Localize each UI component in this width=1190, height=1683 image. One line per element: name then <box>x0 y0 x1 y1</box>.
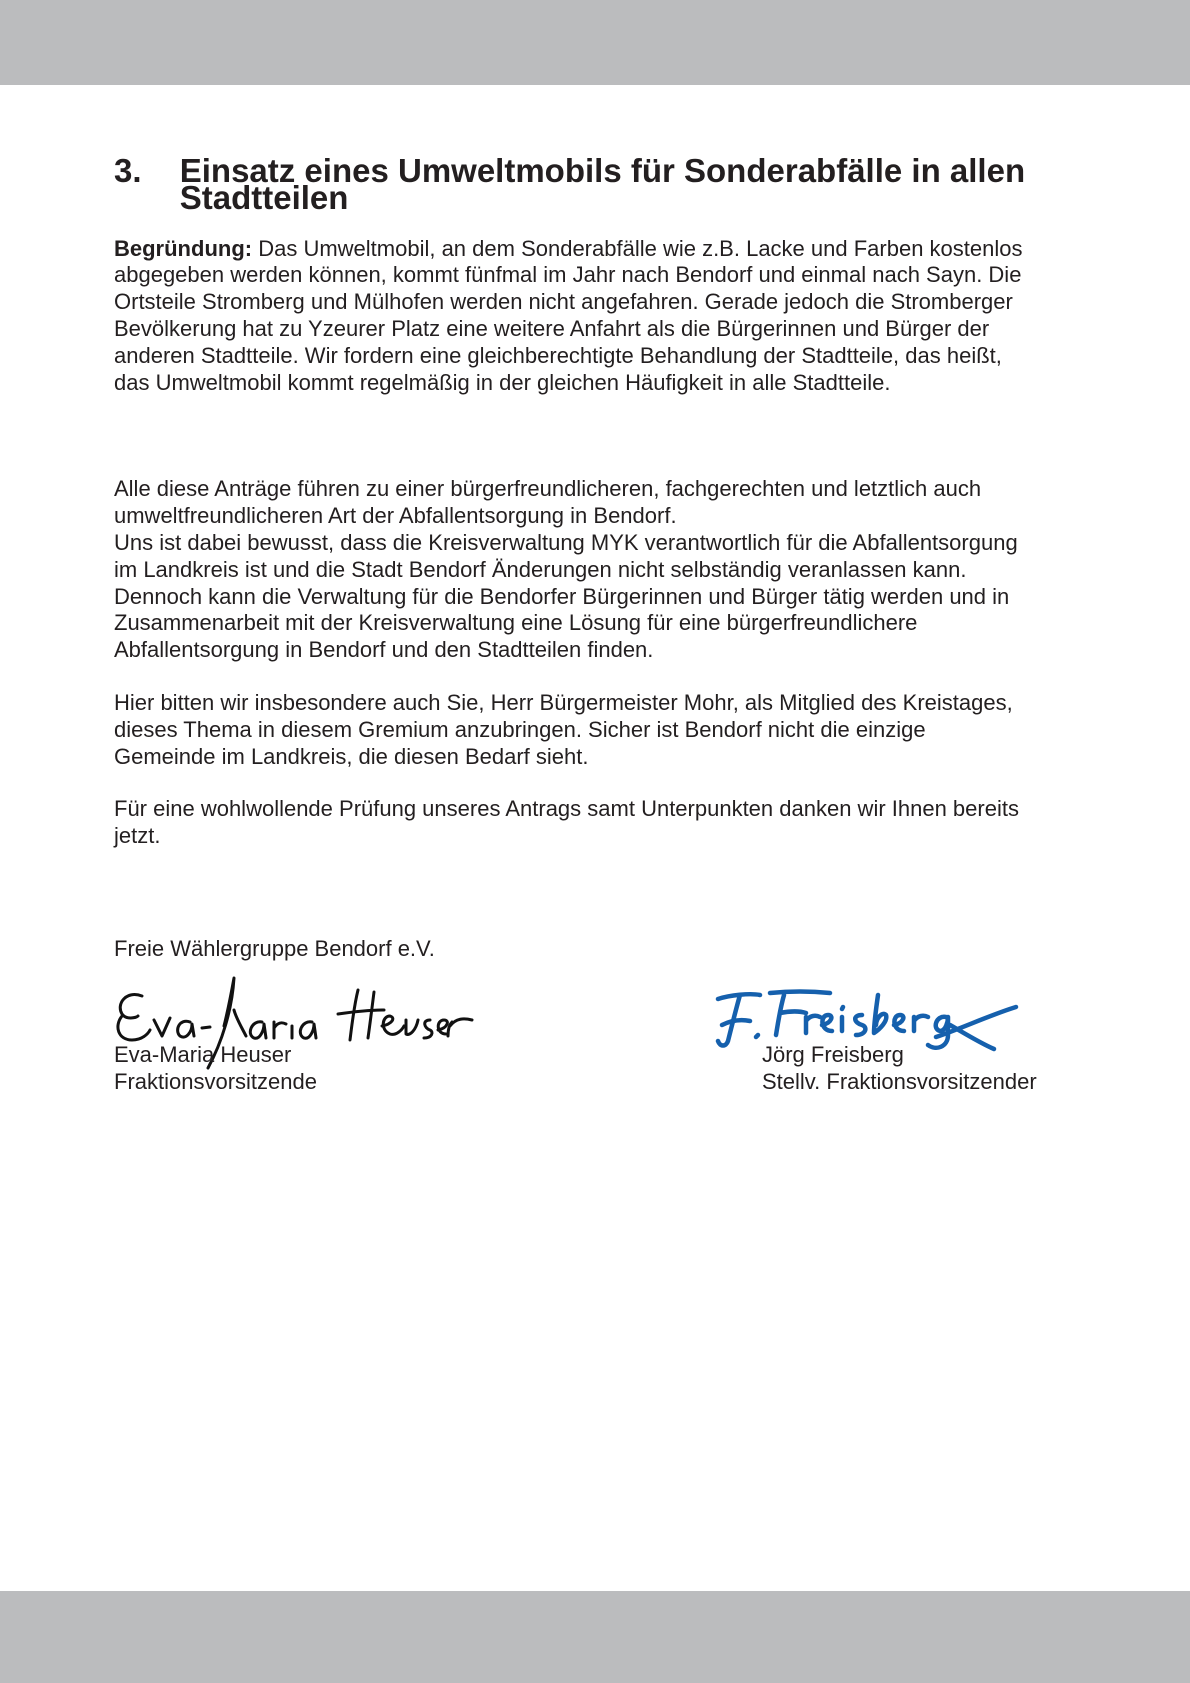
section-title: Einsatz eines Umweltmobils für Sonderabfälle in allen Stadtteilen <box>179 152 1026 216</box>
request-line: Gemeinde im Landkreis, die diesen Bedarf sieht. <box>114 743 589 769</box>
justification-line: Bevölkerung hat zu Yzeurer Platz eine weitere Anfahrt als die Bürgerinnen und Bürger der <box>114 315 990 341</box>
justification-line: anderen Stadtteile. Wir fordern eine gleichberechtigte Behandlung der Stadtteile, das heißt, <box>114 342 1002 368</box>
signer-right <box>762 1042 1037 1096</box>
summary-paragraph <box>114 476 1114 664</box>
summary-line: Abfallentsorgung in Bendorf und den Stadtteilen finden. <box>114 637 654 663</box>
summary-line: Zusammenarbeit mit der Kreisverwaltung eine Lösung für eine bürgerfreundlichere <box>114 610 918 636</box>
request-line: dieses Thema in diesem Gremium anzubringen. Sicher ist Bendorf nicht die einzige <box>114 716 926 742</box>
justification-paragraph <box>114 236 1114 397</box>
organization-name: Freie Wählergruppe Bendorf e.V. <box>114 936 435 961</box>
justification-label: Begründung: <box>114 235 253 261</box>
signer-left-role: Fraktionsvorsitzende <box>114 1068 317 1094</box>
summary-line: Uns ist dabei bewusst, dass die Kreisverwaltung MYK verantwortlich für die Abfallentsorgung <box>114 529 1018 555</box>
signer-left-name: Eva-Maria Heuser <box>114 1042 292 1067</box>
summary-line: Alle diese Anträge führen zu einer bürgerfreundlicheren, fachgerechten und letztlich auch <box>114 476 982 502</box>
bottom-band <box>0 1591 1190 1683</box>
signer-left <box>114 1042 317 1096</box>
summary-line: im Landkreis ist und die Stadt Bendorf Änderungen nicht selbständig veranlassen kann. <box>114 556 967 582</box>
letter-body <box>114 152 1114 850</box>
justification-line: Ortsteile Stromberg und Mülhofen werden nicht angefahren. Gerade jedoch die Stromberger <box>114 289 1013 315</box>
summary-line: umweltfreundlicheren Art der Abfallentsorgung in Bendorf. <box>114 503 677 529</box>
top-band <box>0 0 1190 85</box>
signer-right-role: Stellv. Fraktionsvorsitzender <box>762 1068 1037 1094</box>
thanks-line: jetzt. <box>114 823 161 849</box>
section-number: 3. <box>114 152 142 189</box>
section-heading <box>114 152 1114 216</box>
thanks-line: Für eine wohlwollende Prüfung unseres Antrags samt Unterpunkten danken wir Ihnen bereits <box>114 796 1019 822</box>
signer-right-name: Jörg Freisberg <box>762 1042 904 1067</box>
request-paragraph <box>114 690 1114 770</box>
thanks-paragraph <box>114 796 1114 850</box>
justification-line: das Umweltmobil kommt regelmäßig in der gleichen Häufigkeit in alle Stadtteile. <box>114 369 891 395</box>
justification-line: abgegeben werden können, kommt fünfmal im Jahr nach Bendorf und einmal nach Sayn. Die <box>114 262 1022 288</box>
summary-line: Dennoch kann die Verwaltung für die Bendorfer Bürgerinnen und Bürger tätig werden und in <box>114 583 1010 609</box>
request-line: Hier bitten wir insbesondere auch Sie, Herr Bürgermeister Mohr, als Mitglied des Kreistages, <box>114 689 1013 715</box>
justification-line: Das Umweltmobil, an dem Sonderabfälle wie z.B. Lacke und Farben kostenlos <box>252 235 1023 261</box>
